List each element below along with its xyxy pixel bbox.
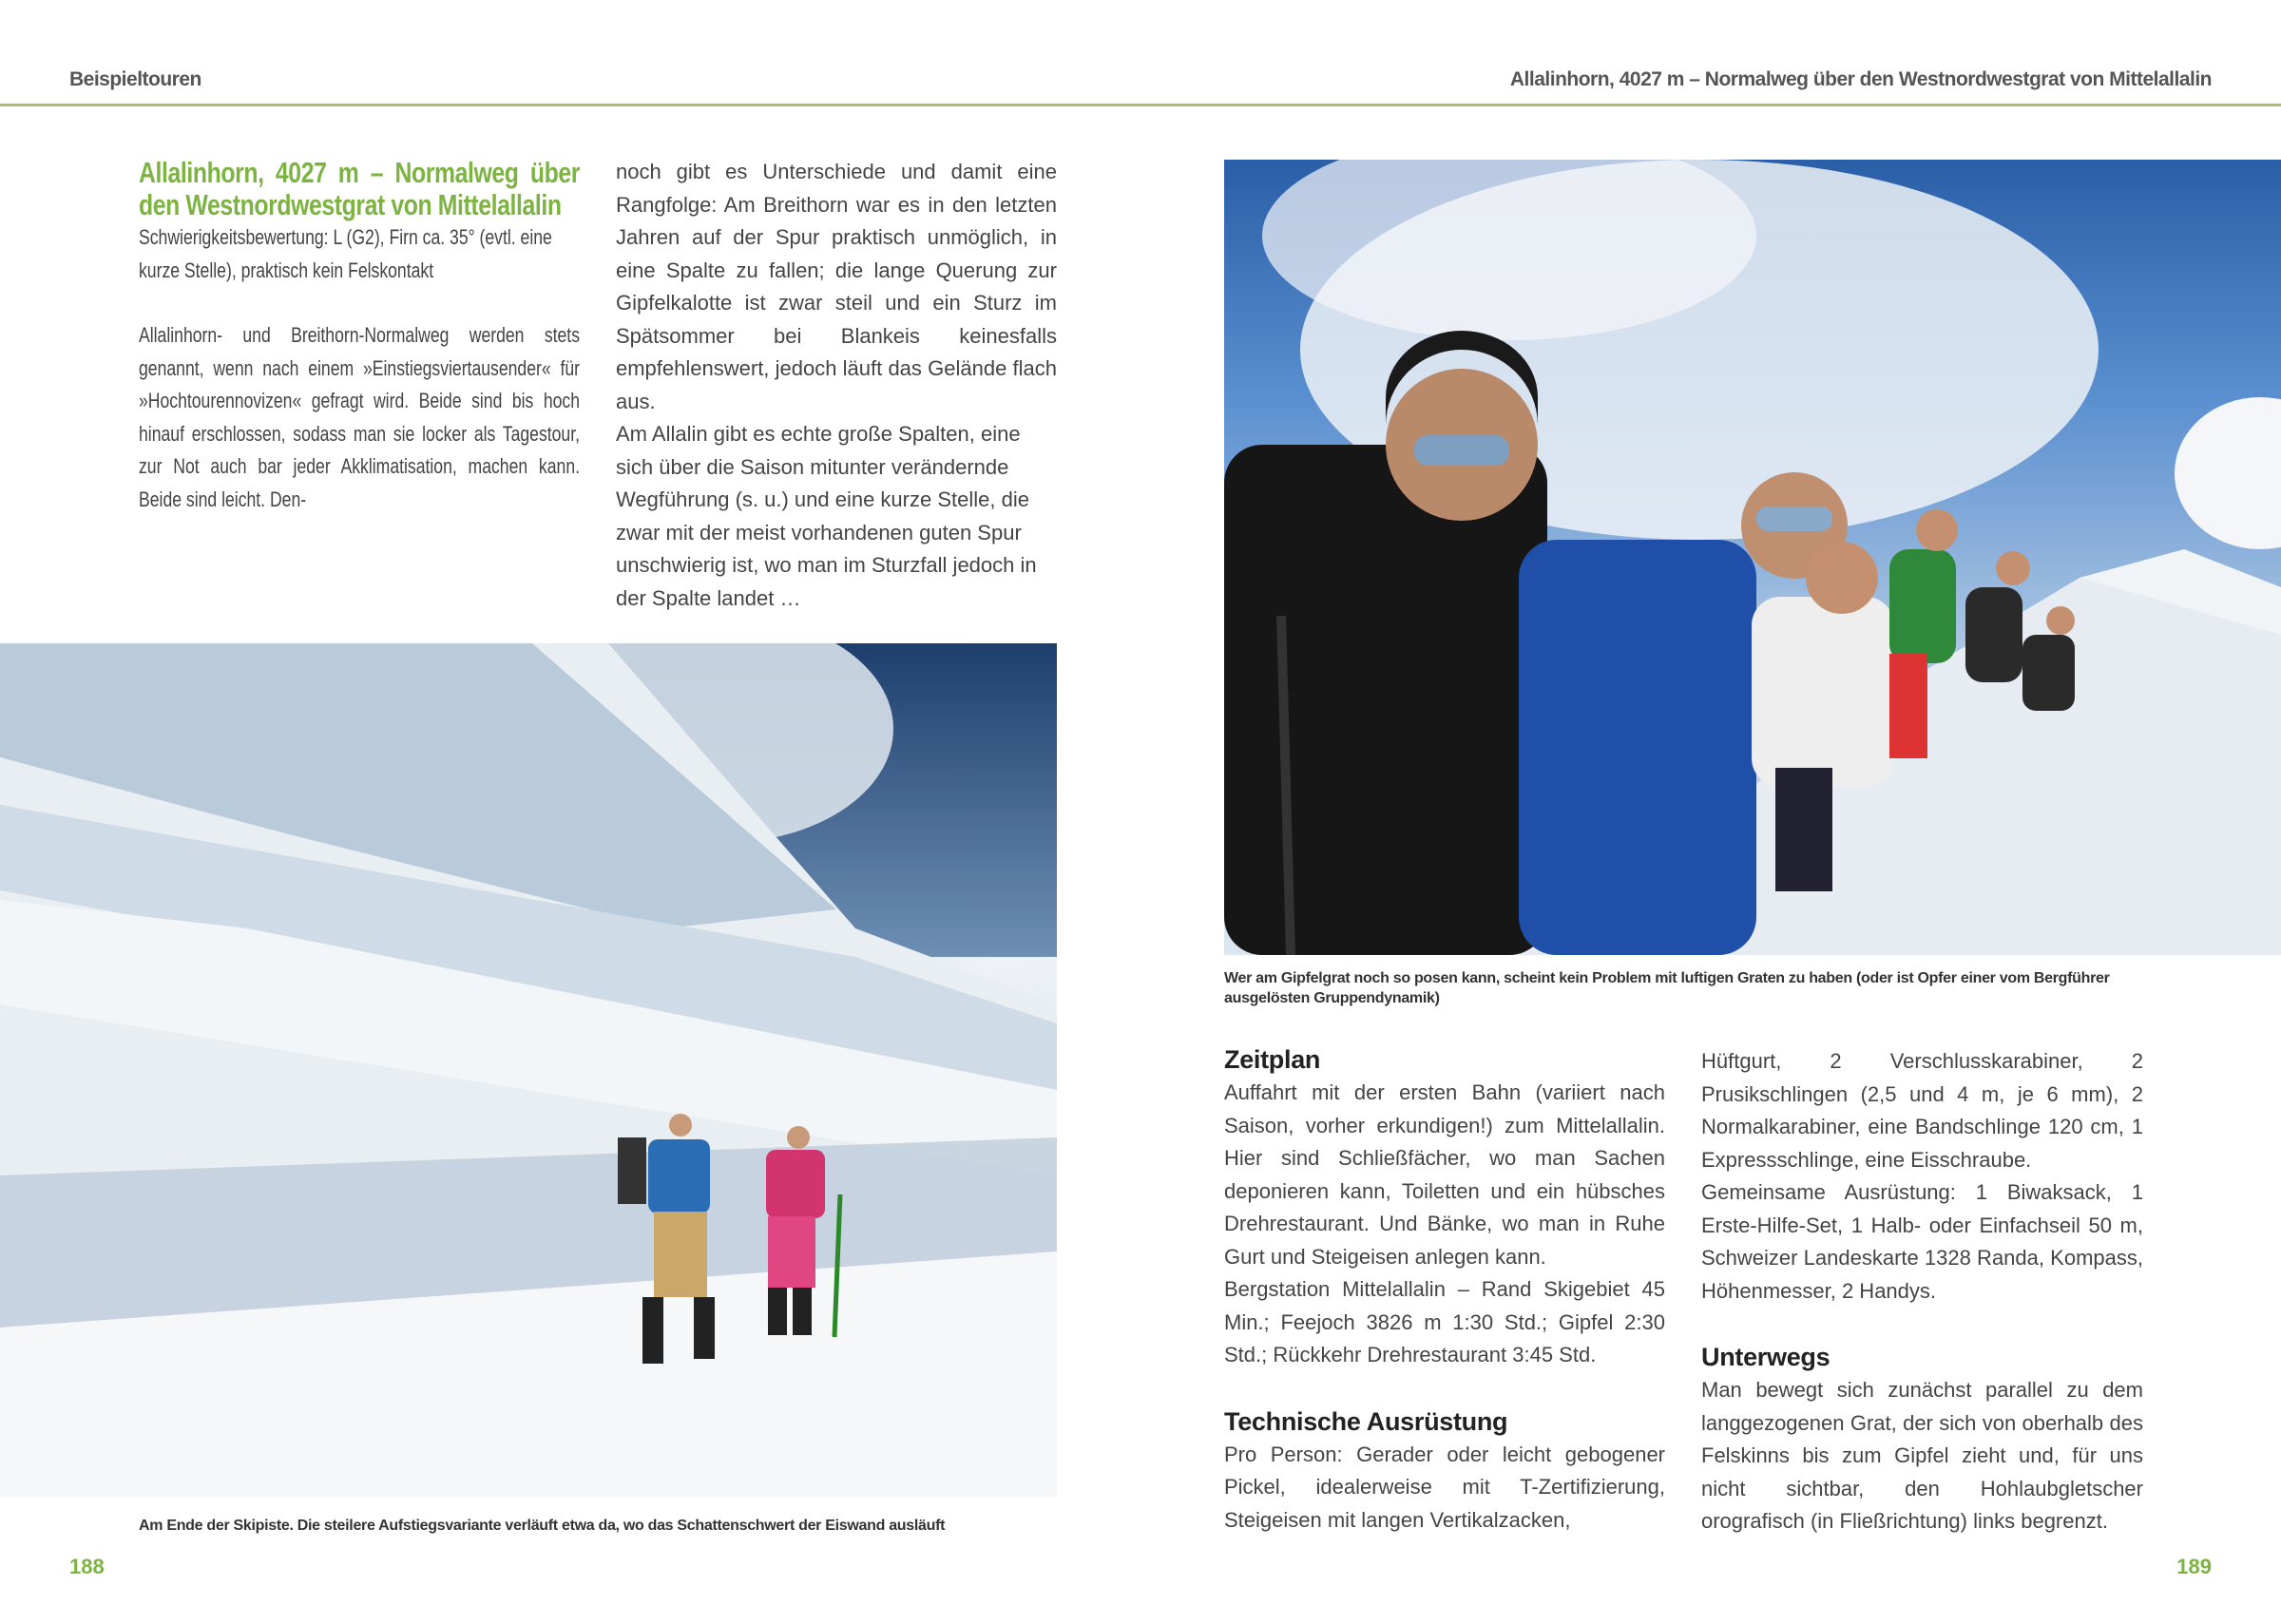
- glacier-scene: [0, 643, 1057, 1497]
- ausruestung-heading: Technische Ausrüstung: [1224, 1406, 1508, 1436]
- left-column-2: [616, 156, 1057, 615]
- ausruestung-paragraph-part2: Hüftgurt, 2 Verschlusskarabiner, 2 Prusikschlingen (2,5 und 4 m, je 6 mm), 2 Normalkarabiner, eine Bandschlinge 120 cm, 1 Expressschlinge, eine Eisschraube.: [1701, 1049, 2143, 1172]
- summit-group-photo: [1224, 160, 2281, 955]
- ausruestung-paragraph-part1: Pro Person: Gerader oder leicht gebogener Pickel, idealerweise mit T-Zertifizierung, Steigeisen mit langen Vertikalzacken,: [1224, 1442, 1665, 1532]
- glacier-photo: [0, 643, 1057, 1497]
- left-column-1-content: [139, 157, 580, 516]
- left-column-1: [139, 157, 580, 516]
- unterwegs-heading: Unterwegs: [1701, 1343, 1831, 1371]
- unterwegs-paragraph: Man bewegt sich zunächst parallel zu dem langgezogenen Grat, der sich von oberhalb des Felskinns bis zum Gipfel zieht und, für uns nicht sichtbar, den Hohlaubgletscher orografisch (in Fließrichtung) links begrenzt.: [1701, 1378, 2143, 1533]
- allalin-paragraph: Am Allalin gibt es echte große Spalten, eine sich über die Saison mitunter verändernde Wegführung (s. u.) und eine kurze Stelle, die zwar mit der meist vorhandenen guten Spur unschwierig ist, wo man im Sturzfall jedoch in der Spalte landet …: [616, 422, 1037, 610]
- left-photo-caption: Am Ende der Skipiste. Die steilere Aufstiegsvariante verläuft etwa da, wo das Schattenschwert der Eiswand ausläuft: [139, 1518, 946, 1534]
- page-title: Allalinhorn, 4027 m – Normalweg über den Westnordwestgrat von Mittelallalin: [139, 156, 580, 221]
- page-number-right: 189: [2176, 1555, 2212, 1578]
- summit-scene: [1224, 160, 2281, 955]
- climber-black-jacket: [1224, 331, 1547, 955]
- right-photo-caption: Wer am Gipfelgrat noch so posen kann, scheint kein Problem mit luftigen Graten zu haben (oder ist Opfer einer vom Bergführer ausgelösten Gruppendynamik): [1224, 970, 2110, 1006]
- intro-paragraph-part1: Allalinhorn- und Breithorn-Normalweg werden stets genannt, wenn nach einem »Einstiegsviertausender« für »Hochtourennovizen« gefragt wird. Beide sind bis hoch hinauf erschlossen, sodass man sie locker als Tagestour, zur Not auch bar jeder Akklimatisation, machen kann. Beide sind leicht. Den-: [139, 323, 580, 511]
- page-number-left: 188: [69, 1555, 105, 1578]
- zeitplan-paragraph-1: Auffahrt mit der ersten Bahn (variiert nach Saison, vorher erkundigen!) zum Mittelallalin. Hier sind Schließfächer, wo man Sachen deponieren kann, Toiletten und ein hübsches Drehrestaurant. Und Bänke, wo man in Ruhe Gurt und Steigeisen anlegen kann.: [1224, 1080, 1665, 1269]
- right-column-2: [1701, 1045, 2143, 1538]
- right-column-1: [1224, 1042, 1665, 1537]
- intro-paragraph-part2: noch gibt es Unterschiede und damit eine Rangfolge: Am Breithorn war es in den letzten Jahren auf der Spur praktisch unmöglich, in eine Spalte zu fallen; die lange Querung zur Gipfelkalotte ist zwar steil und ein Sturz im Spätsommer bei Blankeis keinesfalls empfehlenswert, jedoch läuft das Gelände flach aus.: [616, 160, 1057, 413]
- gemeinsame-ausruestung: Gemeinsame Ausrüstung: 1 Biwaksack, 1 Erste-Hilfe-Set, 1 Halb- oder Einfachseil 50 m, Schweizer Landeskarte 1328 Randa, Kompass, Höhenmesser, 2 Handys.: [1701, 1180, 2143, 1303]
- running-header-right: Allalinhorn, 4027 m – Normalweg über den Westnordwestgrat von Mittelallalin: [1509, 68, 2212, 90]
- running-header-left: Beispieltouren: [69, 68, 201, 90]
- header-rule: [0, 104, 2281, 106]
- difficulty-rating: Schwierigkeitsbewertung: L (G2), Firn ca. 35° (evtl. eine kurze Stelle), praktisch kein Felskontakt: [139, 225, 552, 282]
- zeitplan-heading: Zeitplan: [1224, 1045, 1321, 1074]
- zeitplan-paragraph-2: Bergstation Mittelallalin – Rand Skigebiet 45 Min.; Feejoch 3826 m 1:30 Std.; Gipfel 2:30 Std.; Rückkehr Drehrestaurant 3:45 Std.: [1224, 1277, 1665, 1366]
